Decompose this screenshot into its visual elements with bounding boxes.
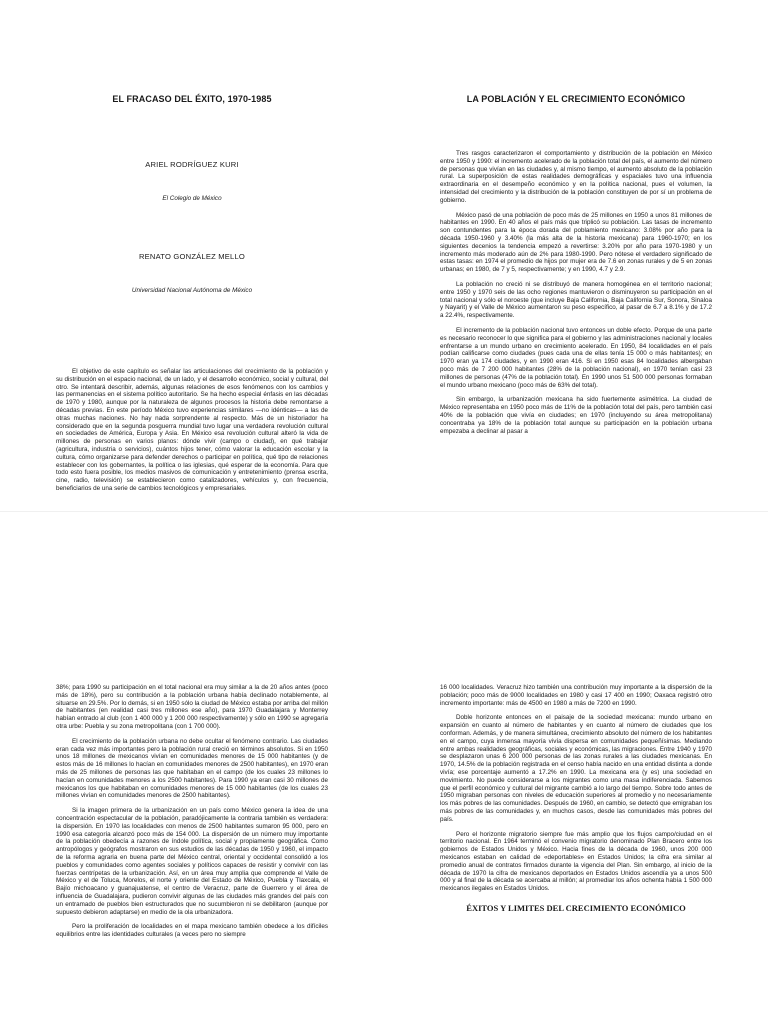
chapter-title: EL FRACASO DEL ÉXITO, 1970-1985 — [112, 94, 272, 104]
author-2: RENATO GONZÁLEZ MELLO — [138, 252, 246, 261]
paragraph: 16 000 localidades. Veracruz hizo también una contribución muy importante a la dispersión de la población; poco más de 9000 localidades en 1980 y casi 17 400 en 1990; Oaxaca registró otro incremento importante: más de 4500 en 1980 a más de 7200 en 1990. — [440, 684, 712, 707]
section-heading: ÉXITOS Y LIMITES DEL CRECIMIENTO ECONÓMICO — [466, 902, 686, 913]
section-title: LA POBLACIÓN Y EL CRECIMIENTO ECONÓMICO — [466, 94, 686, 104]
section-text — [440, 150, 712, 435]
paragraph: Tres rasgos caracterizaron el comportamiento y distribución de la población en México entre 1950 y 1990: el incremento acelerado de la población total del país, el aumento del número de personas que vivían en las ciudades y, al mismo tiempo, el aumento absoluto de la población rural. La superposición de estas realidades demográficas y espaciales tuvo una influencia extraordinaria en el desempeño económico y en la política nacional, pues el volumen, la intensidad del crecimiento y la distribución de la población constituyen de por sí un problema de gobierno. — [440, 150, 712, 204]
left-text-column — [56, 684, 328, 946]
paragraph: México pasó de una población de poco más de 25 millones en 1950 a unos 81 millones de habitantes en 1990. En 40 años el país más que triplicó su población. Las tasas de incremento son contundentes para la época dorada del poblamiento mexicano: 3.08% por año para la década 1950-1960 y 3.40% (la más alta de la historia mexicana) para 1960-1970; en los siguientes decenios la tendencia empezó a revertirse: 3.20% por año para 1970-1980 y un incremento más moderado aún de 2% para 1980-1990. Pero nótese el verdadero significado de estas tasas: en 1974 el promedio de hijos por mujer era de 7.6 en zonas rurales y de 5 en zonas urbanas; en 1980, de 7 y 5, respectivamente; y en 1990, 4.7 y 2.9. — [440, 211, 712, 274]
right-text-column — [440, 684, 712, 921]
affiliation-2: Universidad Nacional Autónoma de México — [131, 287, 253, 294]
author-1: ARIEL RODRÍGUEZ KURI — [145, 160, 239, 169]
paragraph: La población no creció ni se distribuyó de manera homogénea en el territorio nacional; entre 1950 y 1970 seis de las ocho regiones mantuvieron o disminuyeron su participación en el total nacional y sólo el noroeste (que incluye Baja California, Baja California Sur, Sonora, Sinaloa y Nayarit) y el Valle de México aumentaron su peso específico, al pasar de 6.7 a 8.1% y de 17.2 a 22.4%, respectivamente. — [440, 280, 712, 320]
paragraph: Pero la proliferación de localidades en el mapa mexicano también obedece a los difíciles equilibrios entre las identidades culturales (a veces pero no siempre — [56, 923, 328, 939]
chapter-title-column — [56, 94, 328, 500]
paragraph: El incremento de la población nacional tuvo entonces un doble efecto. Porque de una parte es necesario reconocer lo que significa para el gobierno y las administraciones nacional y locales enfrentarse a un mundo urbano en crecimiento acelerado. En 1950, 84 localidades en el país podían calificarse como ciudades (pues cada una de ellas tenía 15 000 o más habitantes); en 1970 eran ya 174 ciudades, y en 1990 eran 416. Si en 1950 esas 84 localidades albergaban poco más de 7 200 000 habitantes (28% de la población nacional), en 1970 tenían casi 23 millones de personas (47% de la población total). En 1990 unos 51 500 000 personas formaban el mundo urbano mexicano (poco más de 63% del total). — [440, 326, 712, 389]
affiliation-1: El Colegio de México — [162, 195, 222, 202]
bottom-page-spread — [0, 512, 768, 1024]
paragraph: El crecimiento de la población urbana no debe ocultar el fenómeno contrario. Las ciudades eran cada vez más importantes pero la población rural creció en términos absolutos. Si en 1950 unos 18 millones de mexicanos vivían en comunidades menores de 15 000 habitantes (y de estos más de 16 millones lo hacían en comunidades menores de 2500 habitantes), en 1970 eran más de 25 millones de personas las que habitaban en el campo (de los cuales 23 millones lo hacían en comunidades menores a los 2500 habitantes). Para 1990 ya eran casi 30 millones de mexicanos los que habitaban en comunidades menores de 15 000 habitantes (de los cuales 23 millones vivían en comunidades menores de 2500 habitantes). — [56, 737, 328, 800]
paragraph: Si la imagen primera de la urbanización en un país como México genera la idea de una concentración espectacular de la población, paradójicamente la contraria también es verdadera: la dispersión. En 1970 las localidades con menos de 2500 habitantes sumaron 95 000, pero en 1990 esa categoría alcanzó poco más de 154 000. La dispersión de un número muy importante de la población obedecía a razones de índole política, social y propiamente geográfica. Como antropólogos y geógrafos mostraron en sus estudios de las décadas de 1950 y 1960, el impacto de la reforma agraria en buena parte del México central, oriental y occidental consolidó a los pueblos y comunidades como agentes sociales y políticos capaces de resistir y convivir con las fuerzas centrípetas de la urbanización. Así, en un área muy amplia que comprende el Valle de México y el de Toluca, Morelos, el norte y oriente del Estado de México, Puebla y Tlaxcala, el Bajío michoacano y guanajuatense, el centro de Veracruz, parte de Guerrero y el área de influencia de Guadalajara, pudieron convivir algunas de las ciudades más grandes del país con un entramado de pueblos bien estructurados que no sucumbieron ni se debilitaron (aunque por supuesto debieron adaptarse) en medio de la ola urbanizadora. — [56, 807, 328, 916]
paragraph: Doble horizonte entonces en el paisaje de la sociedad mexicana: mundo urbano en expansión en cuanto al número de habitantes y en cuanto al número de ciudades que los conforman. Además, y de manera simultánea, crecimiento absoluto del número de los habitantes en el campo, cuya inmensa mayoría vivía dispersa en comunidades pequeñísimas. Mediando entre ambas realidades geográficas, sociales y económicas, las migraciones. Entre 1940 y 1970 se desplazaron unas 6 200 000 personas de las zonas rurales a las ciudades mexicanas. En 1970, 14.5% de la población registrada en el censo había nacido en una entidad distinta a donde vivía; ese porcentaje aumentó a 17.2% en 1990. La mexicana era (y es) una sociedad en movimiento. No puede considerarse a los migrantes como una masa indiferenciada. Sabemos que el perfil económico y cultural del migrante cambió a lo largo del tiempo. Sobre todo antes de 1950 migraban personas con niveles de educación superiores al promedio y no necesariamente los más pobres de las comunidades. Después de 1960, en cambio, se detectó que emigraban los más pobres de las comunidades y, en muchos casos, desde las comunidades más pobres del país. — [440, 714, 712, 823]
paragraph: 38%; para 1990 su participación en el total nacional era muy similar a la de 20 años antes (poco más de 18%), pero su contribución a la población urbana había declinado notablemente, al situarse en 29.5%. Por lo demás, si en 1950 sólo la ciudad de México estaba por arriba del millón de habitantes (en realidad casi tres millones ese año), para 1970 Guadalajara y Monterrey habían entrado al club (con 1 400 000 y 1 200 000 respectivamente) y sólo en 1990 se agregaría otra urbe: Puebla y su zona metropolitana (con 1 700 000). — [56, 684, 328, 730]
intro-text — [56, 368, 328, 493]
paragraph: Pero el horizonte migratorio siempre fue más amplio que los flujos campo/ciudad en el territorio nacional. En 1964 terminó el convenio migratorio denominado Plan Bracero entre los gobiernos de Estados Unidos y México. Hacia fines de la década de 1960, unos 200 000 mexicanos estaban en calidad de «deportables» en Estados Unidos; la cifra era similar al promedio anual de contratos firmados durante la vigencia del Plan. Sin embargo, al inicio de la década de 1970 la cifra de mexicanos deportados en Estados Unidos ascendía ya a unos 500 000 y al final de la década se acercaba al millón; al promediar los años ochenta había 1 500 000 mexicanos ilegales en Estados Unidos. — [440, 830, 712, 893]
paragraph: El objetivo de este capítulo es señalar las articulaciones del crecimiento de la población y su distribución en el espacio nacional, de un lado, y el desarrollo económico, social y cultural, del otro. Se intentará describir, además, algunas relaciones de esos fenómenos con los cambios y las permanencias en el sistema político autoritario. Se ha hecho especial énfasis en las décadas de 1970 y 1980, aunque por la naturaleza de algunos procesos la historia debe remontarse a décadas previas. En este período México tuvo experiencias similares —no idénticas— a las de otras muchas naciones. No hay nada sorprendente al respecto. Más de un historiador ha considerado que en la segunda posguerra mundial tuvo lugar una verdadera revolución cultural en sociedades de América, Europa y Asia. En México esa revolución cultural alteró la vida de millones de personas en varios planos: dónde vivir (campo o ciudad), en qué trabajar (agricultura, industria o servicios), cuántos hijos tener, cómo valorar la educación escolar y la cultura, cómo organizarse para defender derechos o participar en política, qué tipo de relaciones establecer con los gobernantes, la política o las iglesias, qué esperar de la economía. Para que todo esto fuera posible, los medios masivos de comunicación y entretenimiento (prensa escrita, cine, radio, televisión) se establecieron como catalizadores, vehículos y, con frecuencia, beneficiarios de una serie de cambios tecnológicos y empresariales. — [56, 368, 328, 492]
section-column — [440, 94, 712, 442]
paragraph: Sin embargo, la urbanización mexicana ha sido fuertemente asimétrica. La ciudad de México representaba en 1950 poco más de 11% de la población total del país, pero también casi 40% de la población que vivía en ciudades; en 1970 (incluyendo su área metropolitana) concentraba ya 18% de la población total aunque su participación en la población urbana empezaba a declinar al pasar a — [440, 396, 712, 435]
